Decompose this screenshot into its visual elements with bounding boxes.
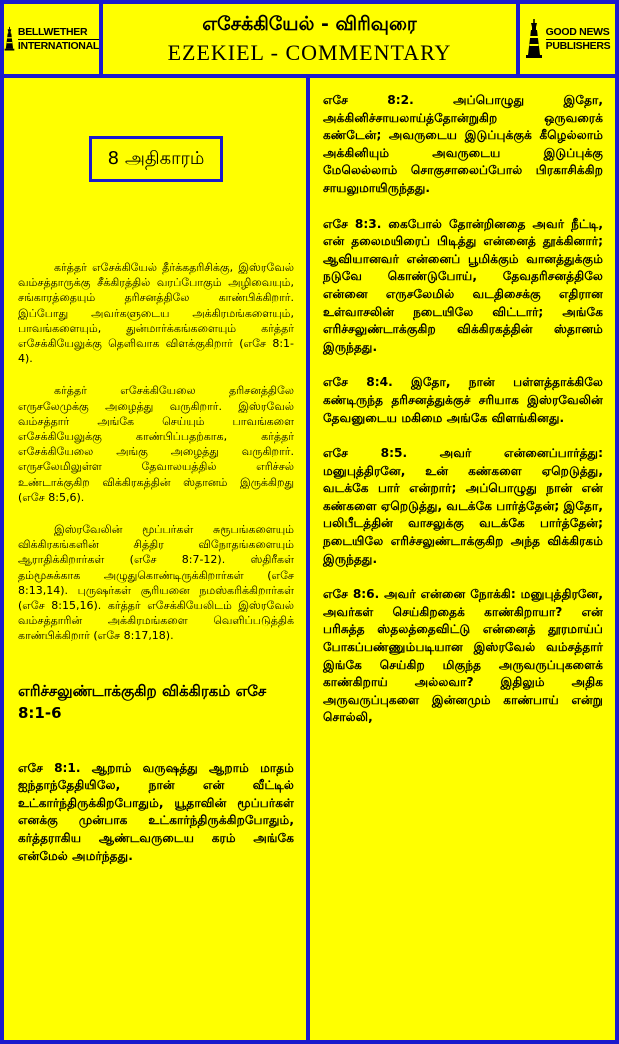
intro-paragraph: கர்த்தர் எசேக்கியேலை தரிசனத்திலே எருசலேமுக்கு அழைத்து வருகிறார். இஸ்ரவேல் வம்சத்தார் அங்கே செய்யும் பாவங்களை எசேக்கியேலுக்கு காண்பிப்பதற்காக, கர்த்தர் எசேக்கியேலை அங்கு அழைத்து வருகிறார். எருசலேமிலுள்ள தேவாலயத்தில் எரிச்சல் உண்டாக்குகிற விக்கிரகத்தின் ஸ்தானம் இருக்கிறது (எசே 8:5,6). bbox=[18, 384, 294, 504]
bellwether-logo bbox=[4, 4, 103, 74]
section-title: எரிச்சலுண்டாக்குகிற விக்கிரகம் எசே 8:1-6 bbox=[18, 681, 267, 722]
title-block bbox=[103, 4, 516, 74]
lighthouse-icon bbox=[4, 19, 15, 59]
left-column bbox=[4, 78, 310, 1040]
lighthouse-icon bbox=[525, 19, 543, 59]
good-news-logo bbox=[516, 4, 615, 74]
chapter-label: 8 அதிகாரம் bbox=[89, 136, 223, 182]
intro-paragraph: கர்த்தர் எசேக்கியேல் தீர்க்கதரிசிக்கு, இஸ்ரவேல் வம்சத்தாருக்கு சீக்கிரத்தில் வரப்போகும் அழிவையும், சங்காரத்தையும் தரிசனத்திலே காண்பிக்கிறார். இப்போது அவர்களுடைய அக்கிரமங்களையும், பாவங்களையும், துன்மார்க்கங்களையும் கர்த்தர் எசேக்கியேலுக்கு தெளிவாக விளக்குகிறார் (எசே 8:1-4). bbox=[18, 261, 294, 366]
verse: எசே 8:2. அப்பொழுது இதோ, அக்கினிச்சாயலாய்த்தோன்றுகிற ஒருவரைக் கண்டேன்; அவருடைய இடுப்புக்குக் கீழெல்லாம் அக்கினியும் அவருடைய இடுப்புக்கு மேலெல்லாம் சொகுசாலைப்போல் பிரகாசிக்கிற சாயலுமாயிருந்தது. bbox=[323, 93, 603, 195]
verse: எசே 8:4. இதோ, நான் பள்ளத்தாக்கிலே கண்டிருந்த தரிசனத்துக்குச் சரியாக இஸ்ரவேலின் தேவனுடைய மகிமை அங்கே விளங்கினது. bbox=[323, 375, 603, 425]
header bbox=[4, 4, 615, 78]
verse: எசே 8:3. கைபோல் தோன்றினதை அவர் நீட்டி, என் தலைமயிரைப் பிடித்து என்னைத் தூக்கினார்; ஆவியானவர் என்னைப் பூமிக்கும் வானத்துக்கும் நடுவே கொண்டுபோய், தேவதரிசனத்திலே என்னை எருசலேமில் வடதிசைக்கு எதிரான உள்வாசலின் நடையிலே விட்டார்; அங்கே எரிச்சலுண்டாக்குகிற விக்கிரகத்தின் ஸ்தானம் இருந்தது. bbox=[323, 216, 603, 354]
logo-left-line-2: INTERNATIONAL bbox=[17, 39, 99, 52]
logo-right-line-2: PUBLISHERS bbox=[545, 39, 611, 52]
verse: எசே 8:6. அவர் என்னை நோக்கி: மனுபுத்திரனே, அவர்கள் செய்கிறதைக் காண்கிறாயா? என் பரிசுத்த ஸ்தலத்தைவிட்டு என்னைத் தூரமாய்ப் போகப்பண்ணும்படியான இஸ்ரவேல் வம்சத்தார் இங்கே செய்கிற மிகுந்த அருவருப்புகளைக் காண்கிறாய் அல்லவா? இதிலும் அதிக அருவருப்புகளை இன்னமும் காண்பாய் என்று சொல்லி, bbox=[323, 587, 603, 725]
intro-paragraph: இஸ்ரவேலின் மூப்பர்கள் சுரூபங்களையும் விக்கிரகங்களின் சித்திர விநோதங்களையும் ஆராதிக்கிறார்கள் (எசே 8:7-12). ஸ்திரீகள் தம்மூசுக்காக அழுதுகொண்டிருக்கிறார்கள் (எசே 8:13,14). புருஷர்கள் சூரியனை நமஸ்கரிக்கிறார்கள் (எசே 8:15,16). கர்த்தர் எசேக்கியேலிடம் இஸ்ரவேல் வம்சத்தாரின் அக்கிரமங்களை வெளிப்படுத்திக் காண்பிக்கிறார் (எசே 8:17,18). bbox=[18, 523, 294, 643]
right-column bbox=[310, 78, 615, 1040]
logo-left-line-1: BELLWETHER bbox=[18, 26, 99, 40]
verse: எசே 8:5. அவர் என்னைப்பார்த்து: மனுபுத்திரனே, உன் கண்களை ஏறெடுத்து, வடக்கே பார் என்றார்; அப்பொழுது நான் என் கண்களை ஏறெடுத்து, வடக்கே பார்த்தேன்; இதோ, பலிபீடத்தின் வாசலுக்கு வடக்கே பார்த்தேன்; நடையிலே எரிச்சலுண்டாக்குகிற அந்த விக்கிரகம் இருந்தது. bbox=[323, 446, 603, 566]
page-title-english: EZEKIEL - COMMENTARY bbox=[167, 40, 452, 65]
page-title-tamil: எசேக்கியேல் - விரிவுரை bbox=[202, 13, 417, 35]
logo-right-line-1: GOOD NEWS bbox=[545, 25, 610, 38]
verse: எசே 8:1. ஆறாம் வருஷத்து ஆறாம் மாதம் ஐந்தாந்தேதியிலே, நான் என் வீட்டில் உட்கார்ந்திருக்கிறபோதும், யூதாவின் மூப்பர்கள் எனக்கு முன்பாக உட்கார்ந்திருக்கிறபோதும், கர்த்தராகிய ஆண்டவருடைய கரம் அங்கே என்மேல் அமர்ந்தது. bbox=[18, 760, 294, 863]
